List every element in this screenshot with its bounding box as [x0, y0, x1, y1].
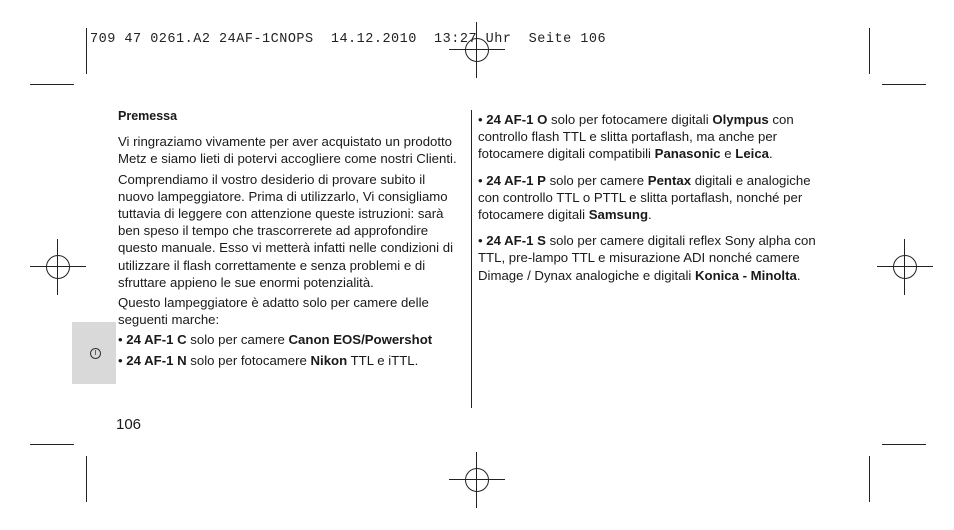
- page-number: 106: [116, 416, 142, 433]
- crop-mark: [869, 456, 870, 502]
- paragraph-brands: Questo lampeggiatore è adatto solo per camere delle seguenti marche:: [118, 295, 429, 328]
- language-tab: [72, 322, 116, 384]
- section-heading: Premessa: [118, 109, 178, 123]
- registration-mark-bottom: [463, 466, 491, 494]
- print-header: 709 47 0261.A2 24AF-1CNOPS 14.12.2010 13:27 Uhr Seite 106: [90, 32, 607, 47]
- bullet-24af1p: • 24 AF-1 P solo per camere Pentax digitali e analogiche con controllo TTL o PTTL e slitta portaflash, nonché per fotocamere digitali Samsung.: [478, 172, 811, 223]
- language-marker: I: [90, 348, 101, 359]
- crop-mark: [30, 444, 74, 445]
- crop-mark: [30, 84, 74, 85]
- registration-mark-left: [44, 253, 72, 281]
- crop-mark: [86, 28, 87, 74]
- crop-mark: [869, 28, 870, 74]
- paragraph-intro: Comprendiamo il vostro desiderio di provare subito il nuovo lampeggiatore. Prima di utilizzarlo, Vi consigliamo tuttavia di leggere con attenzione queste istruzioni: sarà ben speso il tempo che trascorrerete ad approfondire questo manuale. Esso vi metterà infatti nelle condizioni di utilizzare il flash correttamente e senza problemi e di sfruttare appieno le sue enormi potenzialità.: [118, 171, 453, 290]
- right-column: [478, 111, 830, 287]
- registration-mark-right: [891, 253, 919, 281]
- column-divider: [471, 110, 472, 408]
- crop-mark: [882, 84, 926, 85]
- bullet-24af1c: • 24 AF-1 C solo per camere Canon EOS/Powershot: [118, 332, 433, 348]
- bullet-24af1o: • 24 AF-1 O solo per fotocamere digitali Olympus con controllo flash TTL e slitta portaflash, ma anche per fotocamere digitali compatibili Panasonic e Leica.: [478, 112, 794, 162]
- paragraph-thanks: Vi ringraziamo vivamente per aver acquistato un prodotto Metz e siamo lieti di potervi accogliere come nostri Clienti.: [118, 134, 457, 167]
- bullet-24af1n: • 24 AF-1 N solo per fotocamere Nikon TTL e iTTL.: [118, 352, 419, 368]
- crop-mark: [882, 444, 926, 445]
- crop-mark: [86, 456, 87, 502]
- bullet-24af1s: • 24 AF-1 S solo per camere digitali reflex Sony alpha con TTL, pre-lampo TTL e misurazione ADI nonché camere Dimage / Dynax analogiche e digitali Konica - Minolta.: [478, 233, 816, 283]
- left-column: [118, 108, 462, 372]
